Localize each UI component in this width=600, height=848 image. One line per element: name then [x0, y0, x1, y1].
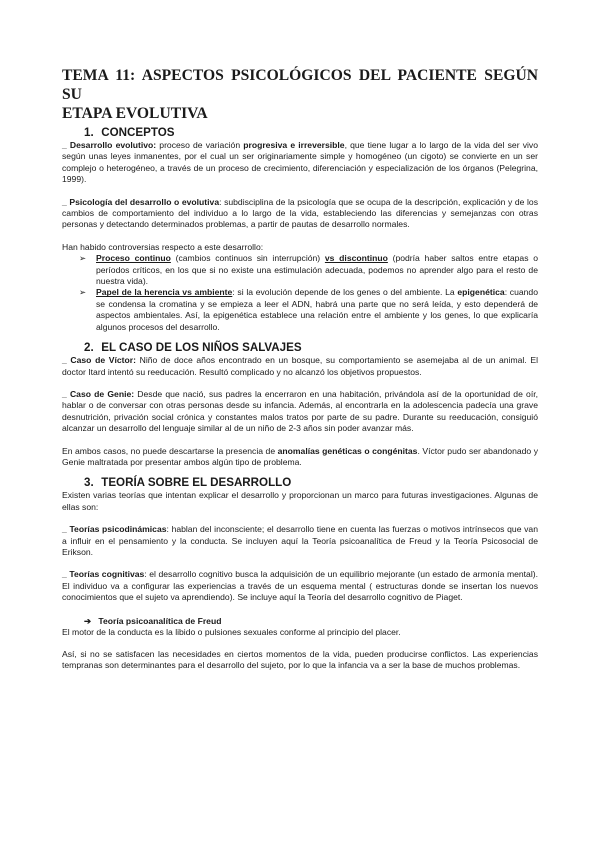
paragraph-text: : subdisciplina de la psicología que se ocupa de la descripción, explicación y de los cambios de comportamiento del individuo a lo largo de la vida, estableciendo las diferencias y semejanzas con otras personas y detectando determinados problemas, a partir de pautas de desarrollo normales. [62, 196, 538, 230]
paragraph-text: : el desarrollo cognitivo busca la adquisición de un equilibrio mejorante (un estado de armonía mental). El individuo va a configurar las experiencias a través de un esquema mental ( estructuras donde se insertan los nuevos conocimientos que el sujeto va aprendiendo). Se incluye aquí la Teoría del desarrollo cognitivo de Piaget. [62, 569, 538, 603]
arrow-bullet-icon: ➢ [79, 287, 87, 298]
paragraph-text: . Víctor pudo ser abandonado y Genie maltratada por presentar ambos algún tipo de problema. [62, 445, 538, 467]
paragraph-text: : hablan del inconsciente; el desarrollo tiene en cuenta las fuerzas o motivos intrínsecos que van a influir en el pensamiento y la conducta. Se incluyen aquí la Teoría psicoanalítica de Freud y la Teoría Psicosocial de Erikson. [62, 524, 538, 557]
list-item [62, 287, 538, 333]
paragraph-desarrollo-evolutivo [62, 140, 538, 186]
emphasis-text: epigenética [457, 287, 505, 298]
paragraph-caso-genie [62, 389, 538, 435]
paragraph-text: : si la evolución depende de los genes o del ambiente. La [232, 287, 458, 298]
arrow-right-icon: ➔ [84, 615, 92, 626]
section-title: EL CASO DE LOS NIÑOS SALVAJES [101, 341, 302, 355]
emphasis-text: progresiva e irreversible [243, 140, 345, 150]
section-heading-conceptos [62, 126, 538, 140]
emphasis-text: anomalías genéticas o congénitas [277, 445, 418, 456]
paragraph-text: Niño de doce años encontrado en un bosque, su comportamiento se asemejaba al de un animal. El doctor Itard intentó su reeducación. Resultó complicado y no alcanzó los objetivos propuestos. [62, 355, 539, 377]
paragraph-psicologia-desarrollo [62, 197, 538, 231]
section-number: 1. [84, 126, 94, 139]
section-number: 2. [84, 341, 94, 355]
term-label: _ Teorías cognitivas [62, 569, 145, 580]
paragraph-text: (podría haber saltos entre etapas o períodos críticos, en los que si no existe una estimulación adecuada, podemos no aprender algo para el resto de nuestra vida). [96, 253, 539, 287]
section-heading-ninos-salvajes [62, 341, 538, 355]
section-title: CONCEPTOS [101, 126, 175, 139]
term-label: _ Caso de Víctor: [62, 355, 136, 366]
subheading-title: Teoría psicoanalítica de Freud [98, 615, 222, 626]
subheading-freud [62, 615, 538, 627]
section-heading-teoria [62, 476, 538, 490]
term-label: Proceso continuo [96, 253, 171, 264]
paragraph-teoria-intro: Existen varias teorías que intentan explicar el desarrollo y proporcionan un marco para futuras investigaciones. Algunas de ellas son: [62, 490, 538, 512]
term-label: _ Caso de Genie: [62, 388, 135, 399]
document-title [62, 66, 538, 123]
paragraph-teorias-cognitivas [62, 569, 538, 603]
section-title: TEORÍA SOBRE EL DESARROLLO [101, 476, 292, 490]
controversias-list [62, 253, 538, 333]
paragraph-text: : cuando se condensa la cromatina y se empieza a leer el ADN, habrá una parte que no será leída, y esto dependerá de aspectos ambientales. Así, la epigenética establece una relación entre el ambiente y los genes, lo que explicaría algunos procesos del desarrollo. [96, 287, 538, 332]
paragraph-teorias-psicodinamicas [62, 524, 538, 558]
term-label: _ Psicología del desarrollo o evolutiva [62, 196, 220, 207]
paragraph-text: (cambios continuos sin interrupción) [170, 253, 325, 264]
title-line-2: ETAPA EVOLUTIVA [62, 105, 208, 122]
paragraph-text: , que tiene lugar a lo largo de la vida del ser vivo según unas leyes inmanentes, por el cual un ser originariamente simple y homogéneo (un cigoto) se convierte en un ser complejo o heterogéneo, a través de un proceso de crecimiento, diferenciación y especialización de los órganos (Pelegrina, 1999). [62, 140, 538, 185]
paragraph-freud-2: Así, si no se satisfacen las necesidades en ciertos momentos de la vida, pueden producirse conflictos. Las experiencias tempranas son determinantes para el desarrollo del sujeto, por lo que la infancia va a ser la base de muchos problemas. [62, 649, 538, 671]
term-label: vs discontinuo [324, 253, 388, 264]
paragraph-text: En ambos casos, no puede descartarse la presencia de [62, 445, 278, 456]
document-page [62, 66, 538, 672]
paragraph-caso-victor [62, 355, 538, 378]
arrow-bullet-icon: ➢ [79, 253, 87, 264]
term-label: _ Desarrollo evolutivo: [62, 140, 157, 150]
paragraph-text: Desde que nació, sus padres la encerraron en una habitación, privándola así de la oportunidad de oír, hablar o de conversar con otras personas desde su infancia. Además, al encontrarla en la adolescencia padecía una grave desnutrición, privación social crónica y constantes malos tratos por parte de su padre. Durante su reeducación, consiguió alcanzar un desarrollo del lenguaje similar al de un niño de 2-3 años sin poder avanzar más. [62, 388, 538, 434]
paragraph-freud-1: El motor de la conducta es la libido o pulsiones sexuales conforme al principio del placer. [62, 626, 401, 637]
list-item [62, 253, 538, 287]
paragraph-conclusion [62, 446, 538, 469]
term-label: _ Teorías psicodinámicas [62, 524, 167, 535]
paragraph-controversias-intro: Han habido controversias respecto a este desarrollo: [62, 241, 264, 252]
paragraph-text: proceso de variación [156, 140, 244, 150]
term-label: Papel de la herencia vs ambiente [96, 287, 233, 298]
section-number: 3. [84, 476, 94, 490]
title-line-1: TEMA 11: ASPECTOS PSICOLÓGICOS DEL PACIENTE SEGÚN SU [62, 67, 538, 103]
